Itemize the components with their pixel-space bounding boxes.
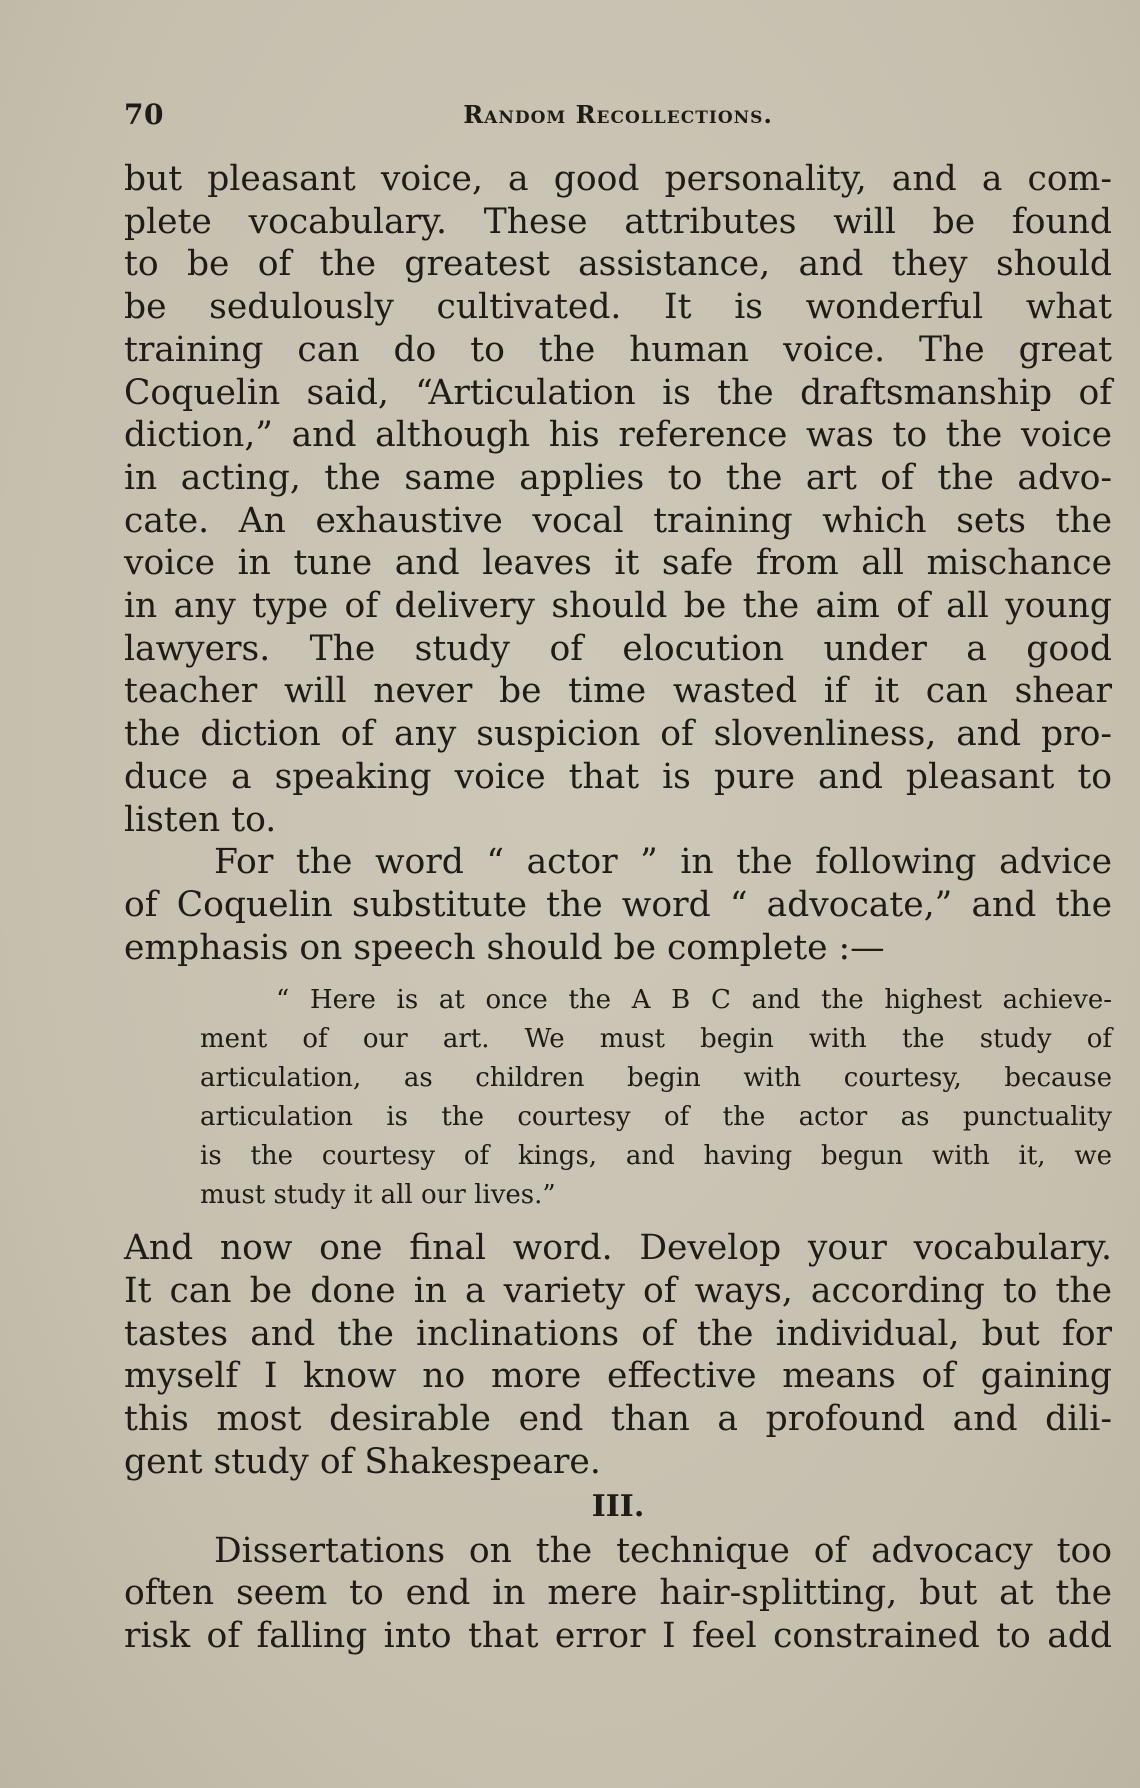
- quote-line: articulation, as children begin with courtesy, because: [200, 1063, 1112, 1094]
- running-head: Random Recollections.: [463, 100, 773, 129]
- body-text: [124, 158, 1112, 1658]
- text-line: myself I know no more effective means of gaining: [124, 1356, 1112, 1397]
- text-line: For the word “ actor ” in the following advice: [214, 842, 1112, 883]
- block-quote: [200, 981, 1112, 1215]
- text-line: voice in tune and leaves it safe from all mischance: [124, 543, 1112, 584]
- text-line: the diction of any suspicion of slovenliness, and pro-: [124, 714, 1112, 755]
- section-heading: III.: [591, 1488, 645, 1524]
- text-line: but pleasant voice, a good personality, and a com-: [124, 159, 1112, 199]
- text-line: diction,” and although his reference was to the voice: [124, 415, 1112, 456]
- text-line: risk of falling into that error I feel constrained to add: [124, 1615, 1112, 1656]
- quote-line: ment of our art. We must begin with the study of: [200, 1024, 1112, 1055]
- text-line: duce a speaking voice that is pure and pleasant to: [124, 756, 1112, 797]
- text-line: emphasis on speech should be complete :—: [124, 927, 885, 968]
- text-line: training can do to the human voice. The great: [124, 329, 1112, 370]
- text-line: tastes and the inclinations of the individual, but for: [124, 1313, 1112, 1354]
- page-header: [124, 98, 1112, 142]
- text-line: plete vocabulary. These attributes will be found: [124, 201, 1112, 242]
- paragraph-2: [124, 841, 1112, 969]
- text-line: this most desirable end than a profound and dili-: [124, 1399, 1112, 1440]
- quote-line: “ Here is at once the A B C and the highest achieve-: [276, 985, 1112, 1016]
- text-line: cate. An exhaustive vocal training which sets the: [124, 500, 1112, 541]
- text-line: It can be done in a variety of ways, according to the: [124, 1271, 1112, 1312]
- text-line: often seem to end in mere hair-splitting, but at the: [124, 1573, 1112, 1614]
- text-line: gent study of Shakespeare.: [124, 1441, 601, 1482]
- quote-line: must study it all our lives.”: [200, 1180, 556, 1211]
- text-line: Coquelin said, “Articulation is the draftsmanship of: [124, 372, 1112, 413]
- quote-line: is the courtesy of kings, and having begun with it, we: [200, 1141, 1112, 1172]
- text-line: listen to.: [124, 799, 277, 840]
- text-line: to be of the greatest assistance, and they should: [124, 244, 1112, 285]
- text-line: be sedulously cultivated. It is wonderful what: [124, 287, 1112, 328]
- paragraph-3: [124, 1227, 1112, 1483]
- paragraph-1: [124, 158, 1112, 841]
- page-number: 70: [124, 98, 164, 131]
- quote-line: articulation is the courtesy of the actor as punctuality: [200, 1102, 1112, 1133]
- text-line: teacher will never be time wasted if it can shear: [124, 671, 1112, 712]
- text-line: of Coquelin substitute the word “ advocate,” and the: [124, 884, 1112, 925]
- text-line: lawyers. The study of elocution under a good: [124, 628, 1112, 669]
- text-line: in any type of delivery should be the aim of all young: [124, 586, 1112, 627]
- text-line: in acting, the same applies to the art of the advo-: [124, 457, 1112, 498]
- text-line: And now one final word. Develop your vocabulary.: [124, 1228, 1112, 1269]
- paragraph-4: [124, 1530, 1112, 1658]
- text-line: Dissertations on the technique of advocacy too: [214, 1530, 1112, 1571]
